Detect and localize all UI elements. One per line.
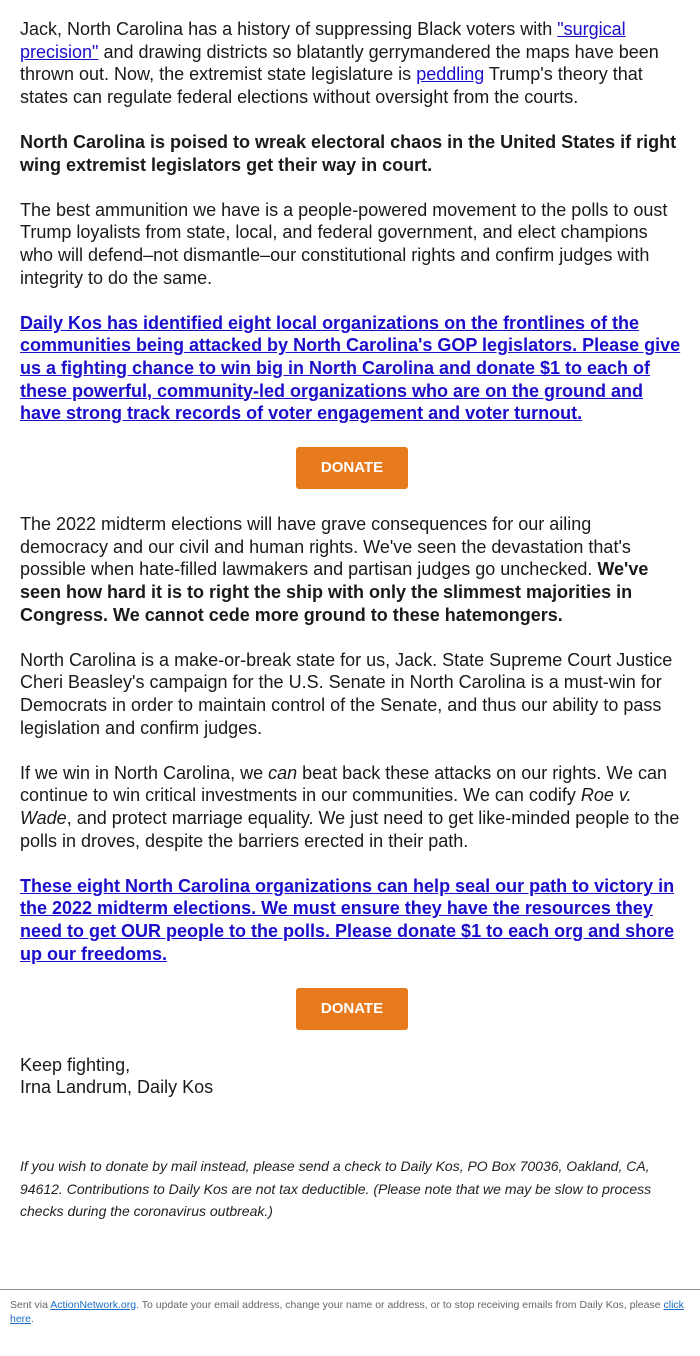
signoff-line-2: Irna Landrum, Daily Kos: [20, 1077, 214, 1098]
midterms-bold-text: We've seen how hard it is to right the ship with only the slimmest majorities in Congress. We cannot cede more ground to these hatemongers.: [20, 559, 649, 625]
signoff-line-1: Keep fighting,: [20, 1054, 131, 1075]
action-network-link[interactable]: ActionNetwork.org: [50, 1299, 137, 1311]
roe-v-wade-emphasis: Roe v. Wade: [20, 785, 632, 828]
cta-link-2[interactable]: These eight North Carolina organizations can help seal our path to victory in the 2022 midterm elections. We must ensure they have the resources they need to get OUR people to the polls. Please donate $1 to each org and shore up our freedoms.: [20, 875, 675, 964]
cta-paragraph-2: [20, 875, 684, 965]
peddling-link[interactable]: peddling: [416, 64, 485, 85]
footer: [10, 1298, 690, 1326]
midterms-text: The 2022 midterm elections will have grave consequences for our ailing democracy and our civil and human rights. We've seen the devastation that's possible when hate-filled lawmakers and partisan judges go unchecked.: [20, 514, 631, 580]
midterms-paragraph: [20, 513, 684, 626]
click-here-link[interactable]: click here: [10, 1299, 684, 1325]
intro-text-3: Trump's theory that states can regulate federal elections without oversight from the courts.: [20, 64, 643, 107]
if-we-win-text-2: beat back these attacks on our rights. We can continue to win critical investments in our communities. We can codify: [20, 762, 668, 806]
footer-divider: [0, 1289, 700, 1290]
ammunition-paragraph: The best ammunition we have is a people-powered movement to the polls to oust Trump loyalists from state, local, and federal government, and elect champions who will defend–not dismantle–our constitutional rights and confirm judges with integrity to do the same.: [20, 199, 668, 288]
footer-suffix: .: [31, 1313, 34, 1325]
intro-text-2: and drawing districts so blatantly gerrymandered the maps have been thrown out. Now, the extremist state legislature is: [20, 41, 659, 85]
intro-text-1: Jack, North Carolina has a history of suppressing Black voters with: [20, 19, 558, 39]
if-we-win-paragraph: [20, 762, 684, 852]
make-or-break-paragraph: North Carolina is a make-or-break state for us, Jack. State Supreme Court Justice Cheri Beasley's campaign for the U.S. Senate in North Carolina is a must-win for Democrats in order to maintain control of the Senate, and thus our ability to pass legislation and confirm judges.: [20, 649, 673, 738]
footer-prefix: Sent via: [10, 1299, 51, 1311]
can-emphasis: can: [268, 762, 298, 783]
surgical-precision-link[interactable]: "surgical precision": [20, 19, 626, 62]
bold-statement-text: North Carolina is poised to wreak electoral chaos in the United States if right wing extremist legislators get their way in court.: [20, 131, 677, 175]
email-body: [20, 18, 684, 1099]
cta-paragraph-1: [20, 312, 684, 425]
cta-link-1[interactable]: Daily Kos has identified eight local organizations on the frontlines of the communities being attacked by North Carolina's GOP legislators. Please give us a fighting chance to win big in North Carolina and donate $1 to each of these powerful, community-led organizations who are on the ground and have strong track records of voter engagement and voter turnout.: [20, 312, 681, 424]
footer-middle: . To update your email address, change your name or address, or to stop receiving emails from Daily Kos, please: [136, 1299, 664, 1311]
donate-button-2[interactable]: DONATE: [296, 988, 408, 1030]
donate-button-wrap-1: [20, 447, 684, 489]
intro-paragraph: [20, 18, 684, 108]
mail-donation-note: If you wish to donate by mail instead, please send a check to Daily Kos, PO Box 70036, Oakland, CA, 94612. Contributions to Daily Kos are not tax deductible. (Please note that we may be slow to process checks during the coronavirus outbreak.): [20, 1158, 652, 1220]
if-we-win-text-3: , and protect marriage equality. We just need to get like-minded people to the polls in droves, despite the barriers erected in their path.: [20, 808, 680, 851]
bold-statement: [20, 131, 684, 176]
donate-button-1[interactable]: DONATE: [296, 447, 408, 489]
donate-button-wrap-2: [20, 988, 684, 1030]
if-we-win-text-1: If we win in North Carolina, we: [20, 762, 269, 783]
signoff: [20, 1054, 684, 1099]
